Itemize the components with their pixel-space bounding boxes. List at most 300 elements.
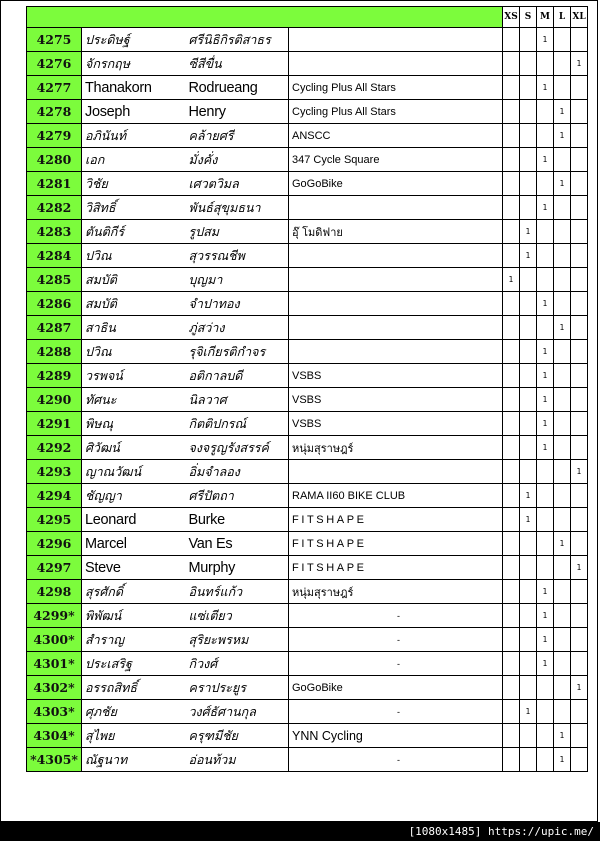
bib-number: 4288 — [27, 340, 82, 364]
first-name: สำราญ — [82, 628, 186, 652]
bib-number: 4292 — [27, 436, 82, 460]
club-name — [289, 244, 503, 268]
size-s-count — [520, 292, 537, 316]
size-s-count — [520, 388, 537, 412]
size-xs-count — [503, 412, 520, 436]
club-name: หนุ่มสุราษฎร์ — [289, 580, 503, 604]
size-m-count — [537, 268, 554, 292]
table-row — [27, 604, 588, 628]
size-xs-count — [503, 748, 520, 772]
first-name: Leonard — [82, 508, 186, 532]
watermark-text: [1080x1485] https://upic.me/ — [408, 825, 594, 838]
size-xs-count — [503, 388, 520, 412]
size-l-count — [554, 652, 571, 676]
size-s-count — [520, 412, 537, 436]
bib-number: 4299* — [27, 604, 82, 628]
bib-number: 4303* — [27, 700, 82, 724]
size-m-count — [537, 484, 554, 508]
size-xs-count — [503, 196, 520, 220]
size-l-count — [554, 244, 571, 268]
size-xs-count — [503, 580, 520, 604]
last-name: สุริยะพรหม — [186, 628, 289, 652]
size-xl-count — [571, 76, 588, 100]
size-xs-count — [503, 532, 520, 556]
table-row — [27, 556, 588, 580]
bib-number: 4302* — [27, 676, 82, 700]
size-xs-count — [503, 628, 520, 652]
size-s-count — [520, 532, 537, 556]
size-s-count — [520, 436, 537, 460]
size-l-count — [554, 412, 571, 436]
table-row — [27, 100, 588, 124]
size-m-count: 1 — [537, 388, 554, 412]
table-row — [27, 388, 588, 412]
size-xl-count — [571, 652, 588, 676]
first-name: ศิวัฒน์ — [82, 436, 186, 460]
first-name: Joseph — [82, 100, 186, 124]
size-xl-count — [571, 100, 588, 124]
first-name: สาธิน — [82, 316, 186, 340]
size-xs-count — [503, 556, 520, 580]
bib-number: 4284 — [27, 244, 82, 268]
size-xs-count — [503, 148, 520, 172]
size-xl-count: 1 — [571, 556, 588, 580]
size-s-count — [520, 580, 537, 604]
club-name: FITSHAPE — [289, 532, 503, 556]
size-xl-count — [571, 388, 588, 412]
size-xs-count — [503, 364, 520, 388]
size-xl-count — [571, 124, 588, 148]
table-row — [27, 28, 588, 52]
size-s-count — [520, 748, 537, 772]
last-name: รูปสม — [186, 220, 289, 244]
table-row — [27, 172, 588, 196]
table-row — [27, 652, 588, 676]
club-name: VSBS — [289, 412, 503, 436]
size-m-count — [537, 124, 554, 148]
size-xs-count — [503, 484, 520, 508]
first-name: Thanakorn — [82, 76, 186, 100]
club-name: อุ๊ โมดิฟาย — [289, 220, 503, 244]
size-xl-count — [571, 412, 588, 436]
size-l-count: 1 — [554, 316, 571, 340]
size-l-count — [554, 268, 571, 292]
first-name: Marcel — [82, 532, 186, 556]
club-name: ANSCC — [289, 124, 503, 148]
size-l-count — [554, 28, 571, 52]
bib-number: 4291 — [27, 412, 82, 436]
last-name: รุจิเกียรติกำจร — [186, 340, 289, 364]
first-name: อภินันท์ — [82, 124, 186, 148]
club-name: VSBS — [289, 364, 503, 388]
size-xs-count — [503, 724, 520, 748]
first-name: ปวิณ — [82, 340, 186, 364]
table-row — [27, 244, 588, 268]
bib-number: 4296 — [27, 532, 82, 556]
size-l-count — [554, 556, 571, 580]
first-name: ณัฐนาท — [82, 748, 186, 772]
club-name: หนุ่มสุราษฎร์ — [289, 436, 503, 460]
table-row — [27, 196, 588, 220]
bib-number: 4300* — [27, 628, 82, 652]
club-name: FITSHAPE — [289, 508, 503, 532]
size-header-l: L — [554, 7, 571, 28]
size-l-count: 1 — [554, 748, 571, 772]
size-l-count: 1 — [554, 172, 571, 196]
last-name: วงศ์ธัศานกุล — [186, 700, 289, 724]
last-name: คราประยูร — [186, 676, 289, 700]
size-xl-count — [571, 220, 588, 244]
size-xs-count — [503, 700, 520, 724]
size-l-count — [554, 628, 571, 652]
size-s-count — [520, 460, 537, 484]
size-s-count — [520, 268, 537, 292]
size-l-count: 1 — [554, 724, 571, 748]
last-name: อินทร์แก้ว — [186, 580, 289, 604]
size-xl-count — [571, 532, 588, 556]
size-m-count: 1 — [537, 76, 554, 100]
table-row — [27, 436, 588, 460]
size-s-count — [520, 172, 537, 196]
bib-number: 4289 — [27, 364, 82, 388]
size-xl-count — [571, 484, 588, 508]
size-xl-count — [571, 604, 588, 628]
size-xl-count: 1 — [571, 52, 588, 76]
last-name: Murphy — [186, 556, 289, 580]
size-xs-count — [503, 28, 520, 52]
size-s-count — [520, 196, 537, 220]
table-row — [27, 316, 588, 340]
size-m-count: 1 — [537, 652, 554, 676]
bib-number: 4283 — [27, 220, 82, 244]
size-l-count: 1 — [554, 124, 571, 148]
header-row — [27, 7, 588, 28]
club-name: FITSHAPE — [289, 556, 503, 580]
table-row — [27, 484, 588, 508]
size-xl-count — [571, 700, 588, 724]
club-name — [289, 316, 503, 340]
club-name: Cycling Plus All Stars — [289, 100, 503, 124]
size-s-count — [520, 340, 537, 364]
size-s-count — [520, 628, 537, 652]
size-xs-count — [503, 220, 520, 244]
size-xl-count — [571, 340, 588, 364]
last-name: นิลวาศ — [186, 388, 289, 412]
size-l-count — [554, 700, 571, 724]
size-l-count — [554, 364, 571, 388]
bib-number: 4280 — [27, 148, 82, 172]
first-name: ประเสริฐ — [82, 652, 186, 676]
bib-number: 4298 — [27, 580, 82, 604]
table-row — [27, 460, 588, 484]
size-xs-count — [503, 172, 520, 196]
bib-number: 4294 — [27, 484, 82, 508]
size-l-count: 1 — [554, 532, 571, 556]
table-row — [27, 532, 588, 556]
first-name: สุรศักดิ์ — [82, 580, 186, 604]
size-m-count: 1 — [537, 364, 554, 388]
size-xl-count — [571, 748, 588, 772]
club-name: VSBS — [289, 388, 503, 412]
first-name: วรพจน์ — [82, 364, 186, 388]
club-name: - — [289, 700, 503, 724]
size-l-count — [554, 292, 571, 316]
size-l-count — [554, 436, 571, 460]
table-row — [27, 340, 588, 364]
size-header-xl: XL — [571, 7, 588, 28]
last-name: ภู่สว่าง — [186, 316, 289, 340]
size-xs-count — [503, 436, 520, 460]
bib-number: 4276 — [27, 52, 82, 76]
size-l-count — [554, 484, 571, 508]
club-name: YNN Cycling — [289, 724, 503, 748]
table-row — [27, 508, 588, 532]
size-m-count: 1 — [537, 292, 554, 316]
bib-number: 4297 — [27, 556, 82, 580]
size-m-count: 1 — [537, 148, 554, 172]
size-xs-count — [503, 508, 520, 532]
last-name: ครุฑมีชัย — [186, 724, 289, 748]
club-name: 347 Cycle Square — [289, 148, 503, 172]
table-row — [27, 76, 588, 100]
size-m-count — [537, 508, 554, 532]
club-name: GoGoBike — [289, 172, 503, 196]
size-m-count — [537, 676, 554, 700]
table-row — [27, 412, 588, 436]
table-row — [27, 148, 588, 172]
size-header-s: S — [520, 7, 537, 28]
size-m-count: 1 — [537, 628, 554, 652]
size-s-count: 1 — [520, 484, 537, 508]
size-s-count — [520, 676, 537, 700]
last-name: กิวงศ์ — [186, 652, 289, 676]
table-row — [27, 628, 588, 652]
first-name: อรรถสิทธิ์ — [82, 676, 186, 700]
size-m-count: 1 — [537, 340, 554, 364]
size-xl-count — [571, 316, 588, 340]
size-l-count — [554, 148, 571, 172]
size-xl-count — [571, 508, 588, 532]
size-xl-count — [571, 28, 588, 52]
size-xl-count: 1 — [571, 460, 588, 484]
first-name: วิชัย — [82, 172, 186, 196]
club-name — [289, 196, 503, 220]
table-row — [27, 268, 588, 292]
header-green-band — [27, 7, 503, 28]
first-name: ศุภชัย — [82, 700, 186, 724]
size-xs-count: 1 — [503, 268, 520, 292]
size-s-count — [520, 652, 537, 676]
size-xs-count — [503, 244, 520, 268]
size-m-count: 1 — [537, 604, 554, 628]
club-name: RAMA II60 BIKE CLUB — [289, 484, 503, 508]
club-name — [289, 268, 503, 292]
size-s-count — [520, 124, 537, 148]
size-m-count: 1 — [537, 196, 554, 220]
size-xl-count — [571, 436, 588, 460]
table-row — [27, 724, 588, 748]
size-l-count — [554, 460, 571, 484]
size-m-count: 1 — [537, 412, 554, 436]
first-name: สมบัติ — [82, 292, 186, 316]
size-m-count — [537, 220, 554, 244]
size-l-count — [554, 388, 571, 412]
last-name: ศรีนิธิกิรติสาธร — [186, 28, 289, 52]
size-xl-count — [571, 292, 588, 316]
first-name: ประดิษฐ์ — [82, 28, 186, 52]
club-name: GoGoBike — [289, 676, 503, 700]
club-name — [289, 292, 503, 316]
size-m-count — [537, 532, 554, 556]
size-s-count — [520, 364, 537, 388]
bib-number: 4285 — [27, 268, 82, 292]
last-name: พันธ์สุขุมธนา — [186, 196, 289, 220]
club-name: Cycling Plus All Stars — [289, 76, 503, 100]
size-s-count — [520, 76, 537, 100]
last-name: เศวตวิมล — [186, 172, 289, 196]
bib-number: *4305* — [27, 748, 82, 772]
size-m-count — [537, 556, 554, 580]
last-name: จำปาทอง — [186, 292, 289, 316]
size-xl-count — [571, 628, 588, 652]
size-s-count — [520, 100, 537, 124]
last-name: คล้ายศรี — [186, 124, 289, 148]
size-xs-count — [503, 292, 520, 316]
size-l-count — [554, 52, 571, 76]
size-l-count — [554, 580, 571, 604]
last-name: Henry — [186, 100, 289, 124]
table-row — [27, 580, 588, 604]
size-xs-count — [503, 124, 520, 148]
size-xl-count — [571, 724, 588, 748]
bib-number: 4293 — [27, 460, 82, 484]
size-s-count: 1 — [520, 220, 537, 244]
club-name: - — [289, 652, 503, 676]
first-name: ชัญญา — [82, 484, 186, 508]
size-m-count — [537, 748, 554, 772]
bib-number: 4279 — [27, 124, 82, 148]
club-name — [289, 52, 503, 76]
last-name: อิ่มจำลอง — [186, 460, 289, 484]
last-name: Burke — [186, 508, 289, 532]
size-s-count: 1 — [520, 508, 537, 532]
first-name: ปวิณ — [82, 244, 186, 268]
registration-table — [26, 6, 588, 772]
club-name: - — [289, 604, 503, 628]
bib-number: 4286 — [27, 292, 82, 316]
size-xs-count — [503, 340, 520, 364]
last-name: กิตติปกรณ์ — [186, 412, 289, 436]
first-name: Steve — [82, 556, 186, 580]
size-m-count — [537, 172, 554, 196]
size-m-count — [537, 700, 554, 724]
size-l-count — [554, 220, 571, 244]
first-name: ญาณวัฒน์ — [82, 460, 186, 484]
size-s-count — [520, 148, 537, 172]
table-row — [27, 364, 588, 388]
first-name: สุไพย — [82, 724, 186, 748]
last-name: จงจรูญรังสรรค์ — [186, 436, 289, 460]
table-row — [27, 700, 588, 724]
size-m-count — [537, 460, 554, 484]
size-xs-count — [503, 76, 520, 100]
table-row — [27, 52, 588, 76]
last-name: Van Es — [186, 532, 289, 556]
first-name: สมบัติ — [82, 268, 186, 292]
size-s-count: 1 — [520, 700, 537, 724]
size-m-count — [537, 316, 554, 340]
size-s-count — [520, 52, 537, 76]
size-xl-count — [571, 364, 588, 388]
last-name: แซ่เตียว — [186, 604, 289, 628]
bib-number: 4278 — [27, 100, 82, 124]
club-name — [289, 460, 503, 484]
watermark-bar — [0, 822, 600, 841]
first-name: พิษณุ — [82, 412, 186, 436]
bib-number: 4282 — [27, 196, 82, 220]
size-m-count: 1 — [537, 436, 554, 460]
first-name: พิพัฒน์ — [82, 604, 186, 628]
bib-number: 4290 — [27, 388, 82, 412]
size-s-count — [520, 28, 537, 52]
club-name: - — [289, 748, 503, 772]
table-row — [27, 748, 588, 772]
size-l-count — [554, 604, 571, 628]
bib-number: 4301* — [27, 652, 82, 676]
first-name: ทัศนะ — [82, 388, 186, 412]
size-xs-count — [503, 604, 520, 628]
size-l-count — [554, 76, 571, 100]
first-name: เอก — [82, 148, 186, 172]
size-xs-count — [503, 460, 520, 484]
first-name: จักรกฤษ — [82, 52, 186, 76]
size-xl-count — [571, 148, 588, 172]
size-s-count — [520, 724, 537, 748]
table-row — [27, 220, 588, 244]
size-m-count — [537, 52, 554, 76]
bib-number: 4287 — [27, 316, 82, 340]
size-m-count: 1 — [537, 28, 554, 52]
bib-number: 4295 — [27, 508, 82, 532]
bib-number: 4304* — [27, 724, 82, 748]
club-name — [289, 28, 503, 52]
size-m-count — [537, 724, 554, 748]
size-xs-count — [503, 652, 520, 676]
size-l-count — [554, 676, 571, 700]
size-l-count: 1 — [554, 100, 571, 124]
last-name: Rodrueang — [186, 76, 289, 100]
size-xs-count — [503, 52, 520, 76]
last-name: ศรีปัตถา — [186, 484, 289, 508]
last-name: ซีสีขื่น — [186, 52, 289, 76]
last-name: มั่งคั่ง — [186, 148, 289, 172]
last-name: อติกาลบดี — [186, 364, 289, 388]
size-xl-count — [571, 244, 588, 268]
table-row — [27, 676, 588, 700]
size-m-count — [537, 244, 554, 268]
size-xs-count — [503, 676, 520, 700]
size-s-count — [520, 316, 537, 340]
size-s-count — [520, 556, 537, 580]
club-name — [289, 340, 503, 364]
size-m-count — [537, 100, 554, 124]
size-s-count — [520, 604, 537, 628]
size-xl-count — [571, 268, 588, 292]
size-m-count: 1 — [537, 580, 554, 604]
bib-number: 4281 — [27, 172, 82, 196]
size-xs-count — [503, 316, 520, 340]
size-xl-count: 1 — [571, 676, 588, 700]
